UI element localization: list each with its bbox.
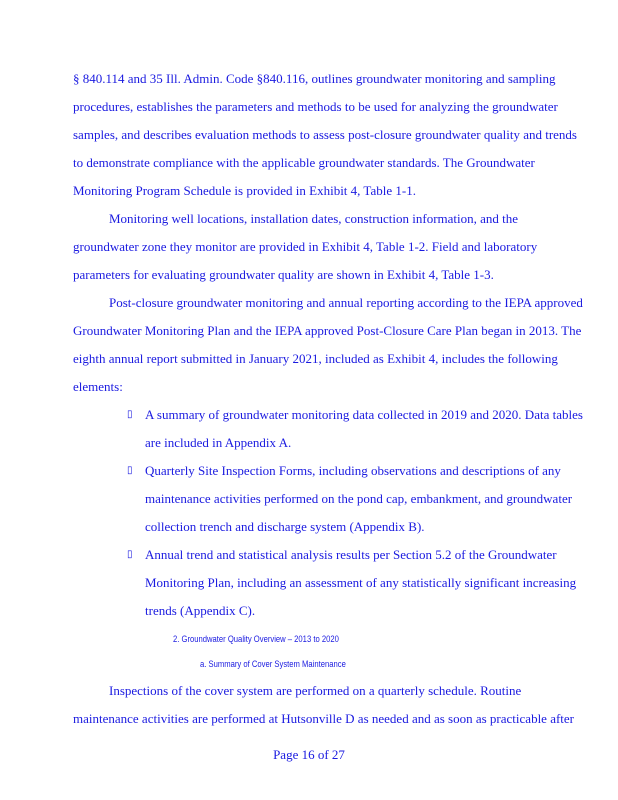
- bullet-marker-3: ▯: [127, 549, 133, 560]
- paragraph-3-line-2: Groundwater Monitoring Plan and the IEPA approved Post-Closure Care Plan began in 2013. The: [73, 323, 582, 338]
- bullet-3-line-3: trends (Appendix C).: [145, 603, 256, 618]
- bullet-3-line-2: Monitoring Plan, including an assessment of any statistically significant increasing: [145, 575, 577, 590]
- page-number-footer: Page 16 of 27: [273, 747, 345, 762]
- bullet-1-line-2: are included in Appendix A.: [145, 435, 292, 450]
- paragraph-3-line-4: elements:: [73, 379, 123, 394]
- paragraph-2-line-3: parameters for evaluating groundwater quality are shown in Exhibit 4, Table 1-3.: [73, 267, 494, 282]
- paragraph-1-line-3: samples, and describes evaluation methods to assess post-closure groundwater quality and trends: [73, 127, 577, 142]
- paragraph-1-line-4: to demonstrate compliance with the applicable groundwater standards. The Groundwater: [73, 155, 535, 170]
- bullet-3-line-1: Annual trend and statistical analysis results per Section 5.2 of the Groundwater: [145, 547, 557, 562]
- paragraph-2-line-2: groundwater zone they monitor are provided in Exhibit 4, Table 1-2. Field and laboratory: [73, 239, 538, 254]
- paragraph-3-line-3: eighth annual report submitted in January 2021, included as Exhibit 4, includes the following: [73, 351, 558, 366]
- subsection-heading-2a: a. Summary of Cover System Maintenance: [200, 659, 346, 669]
- bullet-marker-1: ▯: [127, 409, 133, 420]
- paragraph-1-line-5: Monitoring Program Schedule is provided in Exhibit 4, Table 1-1.: [73, 183, 416, 198]
- bullet-2-line-1: Quarterly Site Inspection Forms, including observations and descriptions of any: [145, 463, 561, 478]
- paragraph-1-line-2: procedures, establishes the parameters and methods to be used for analyzing the groundwater: [73, 99, 558, 114]
- paragraph-3-line-1: Post-closure groundwater monitoring and annual reporting according to the IEPA approved: [109, 295, 583, 310]
- bullet-marker-2: ▯: [127, 465, 133, 476]
- paragraph-4-line-1: Inspections of the cover system are performed on a quarterly schedule. Routine: [109, 683, 522, 698]
- paragraph-4-line-2: maintenance activities are performed at Hutsonville D as needed and as soon as practicable after: [73, 711, 575, 726]
- bullet-2-line-3: collection trench and discharge system (Appendix B).: [145, 519, 425, 534]
- section-heading-2: 2. Groundwater Quality Overview – 2013 to 2020: [173, 634, 339, 644]
- bullet-1-line-1: A summary of groundwater monitoring data collected in 2019 and 2020. Data tables: [145, 407, 583, 422]
- paragraph-1-line-1: § 840.114 and 35 Ill. Admin. Code §840.116, outlines groundwater monitoring and sampling: [73, 71, 556, 86]
- paragraph-2-line-1: Monitoring well locations, installation dates, construction information, and the: [109, 211, 519, 226]
- bullet-2-line-2: maintenance activities performed on the pond cap, embankment, and groundwater: [145, 491, 573, 506]
